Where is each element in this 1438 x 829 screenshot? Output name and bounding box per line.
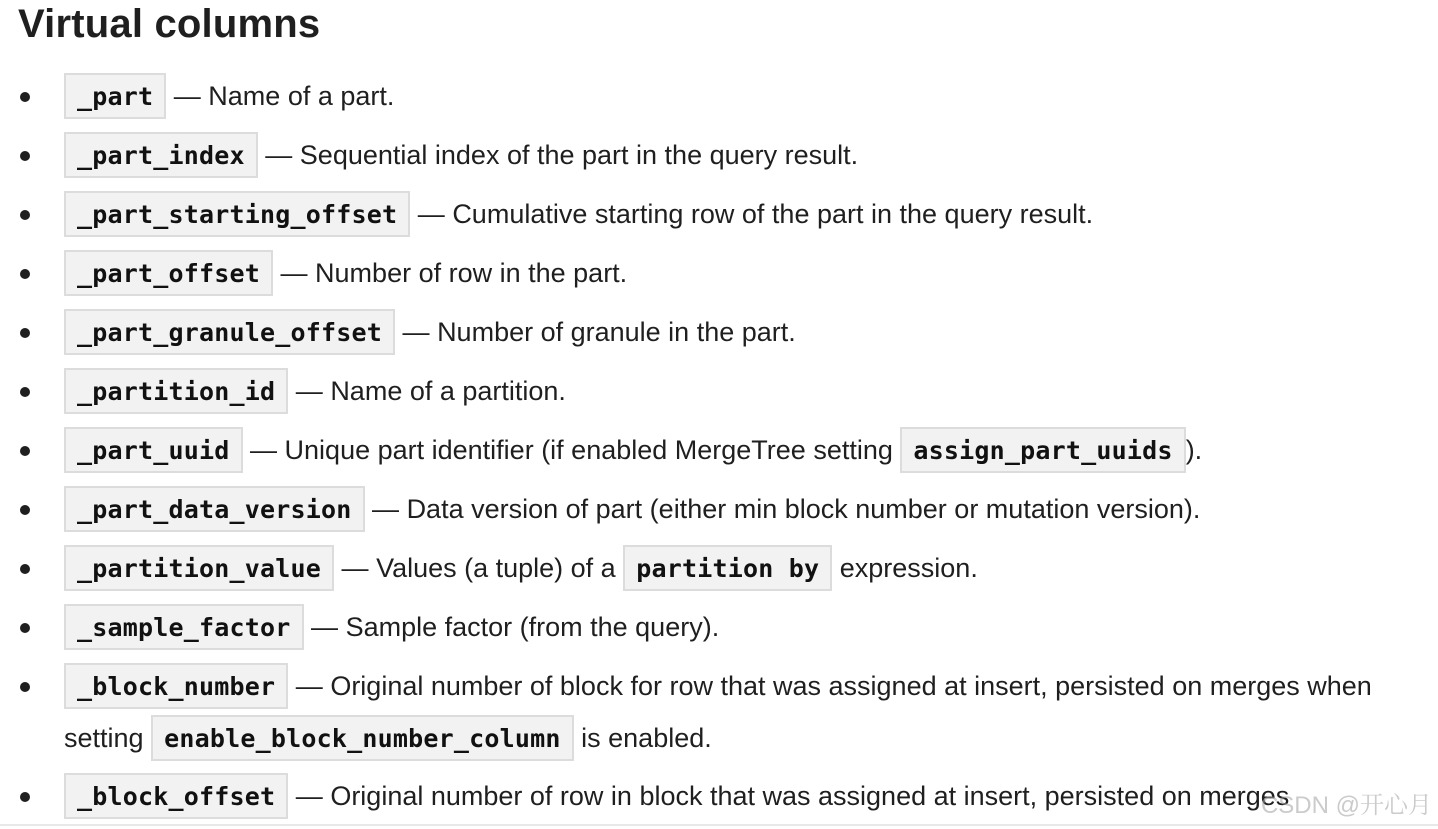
- watermark: CSDN @开心月: [1260, 792, 1432, 819]
- em-dash: —: [295, 781, 323, 811]
- bullet-icon: [20, 387, 30, 397]
- em-dash: —: [417, 199, 445, 229]
- bullet-icon: [20, 328, 30, 338]
- list-item: [0, 247, 1438, 306]
- item-description: Unique part identifier (if enabled MergeTree setting: [284, 435, 893, 465]
- item-description: Original number of block for row that was assigned at insert, persisted on merges when setting: [64, 671, 1372, 753]
- item-description: Values (a tuple) of a: [376, 553, 616, 583]
- em-dash: —: [173, 81, 201, 111]
- bullet-icon: [20, 792, 30, 802]
- em-dash: —: [250, 435, 278, 465]
- item-description: Name of a partition.: [330, 376, 566, 406]
- em-dash: —: [372, 494, 400, 524]
- inline-code: _part_uuid: [64, 427, 243, 473]
- item-description: Sample factor (from the query).: [345, 612, 720, 642]
- inline-code: _partition_value: [64, 545, 334, 591]
- em-dash: —: [280, 258, 308, 288]
- list-item: [0, 601, 1438, 660]
- inline-code: _part_offset: [64, 250, 273, 296]
- em-dash: —: [295, 376, 323, 406]
- em-dash: —: [265, 140, 293, 170]
- inline-code: assign_part_uuids: [900, 427, 1185, 473]
- list-item: [0, 770, 1438, 829]
- item-description-tail: ).: [1185, 435, 1203, 465]
- bullet-icon: [20, 92, 30, 102]
- item-description: Cumulative starting row of the part in the query result.: [452, 199, 1094, 229]
- item-description-tail: is enabled.: [581, 723, 712, 753]
- item-description: Sequential index of the part in the query result.: [299, 140, 859, 170]
- em-dash: —: [402, 317, 430, 347]
- inline-code: _block_offset: [64, 773, 288, 819]
- item-description: Name of a part.: [208, 81, 395, 111]
- list-item: [0, 660, 1438, 770]
- bullet-icon: [20, 269, 30, 279]
- list-item: [0, 129, 1438, 188]
- list-item: [0, 188, 1438, 247]
- inline-code: _part_starting_offset: [64, 191, 410, 237]
- item-description: Original number of row in block that was assigned at insert, persisted on merges: [330, 781, 1290, 811]
- item-description: Data version of part (either min block number or mutation version).: [406, 494, 1201, 524]
- list-item: [0, 70, 1438, 129]
- page-title: Virtual columns: [18, 2, 321, 46]
- list-item: [0, 365, 1438, 424]
- bullet-icon: [20, 446, 30, 456]
- list-item: [0, 306, 1438, 365]
- virtual-columns-list: [0, 70, 1438, 829]
- bullet-icon: [20, 623, 30, 633]
- inline-code: _block_number: [64, 663, 288, 709]
- inline-code: partition by: [623, 545, 832, 591]
- list-item: [0, 483, 1438, 542]
- inline-code: _part_index: [64, 132, 258, 178]
- bullet-icon: [20, 682, 30, 692]
- item-description: Number of granule in the part.: [437, 317, 796, 347]
- inline-code: _part_granule_offset: [64, 309, 395, 355]
- inline-code: _partition_id: [64, 368, 288, 414]
- inline-code: _part_data_version: [64, 486, 365, 532]
- em-dash: —: [341, 553, 369, 583]
- inline-code: _sample_factor: [64, 604, 304, 650]
- list-item: [0, 424, 1438, 483]
- list-item: [0, 542, 1438, 601]
- bullet-icon: [20, 505, 30, 515]
- bullet-icon: [20, 151, 30, 161]
- em-dash: —: [311, 612, 339, 642]
- bullet-icon: [20, 564, 30, 574]
- bottom-divider: [0, 824, 1438, 826]
- item-description-tail: expression.: [839, 553, 978, 583]
- item-description: Number of row in the part.: [315, 258, 628, 288]
- em-dash: —: [295, 671, 323, 701]
- bullet-icon: [20, 210, 30, 220]
- inline-code: _part: [64, 73, 166, 119]
- inline-code: enable_block_number_column: [151, 715, 574, 761]
